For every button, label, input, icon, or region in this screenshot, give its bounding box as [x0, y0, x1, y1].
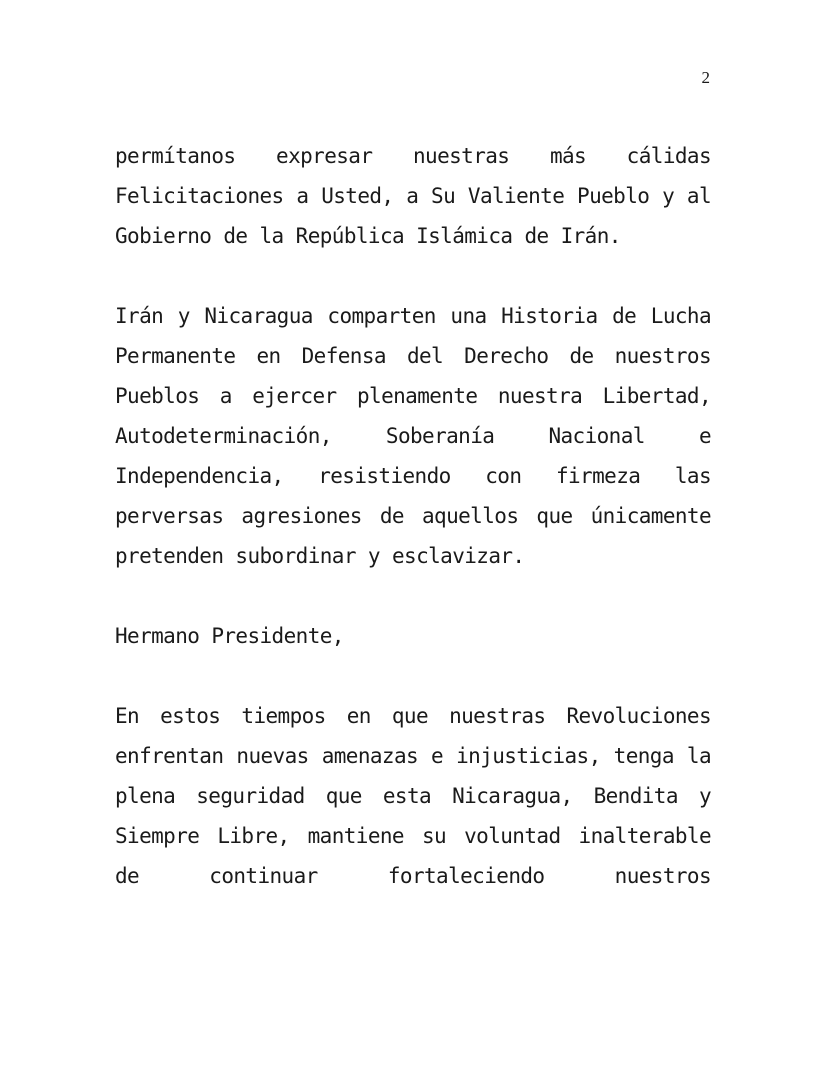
- salutation: Hermano Presidente,: [115, 624, 344, 648]
- letter-body: [115, 136, 711, 936]
- paragraph-shared-history: Irán y Nicaragua comparten una Historia de Lucha Permanente en Defensa del Derecho de nuestros Pueblos a ejercer plenamente nuestra Libertad, Autodeterminación, Soberanía Nacional e Independencia, resistiendo con firmeza las perversas agresiones de aquellos que únicamente pretenden subordinar y esclavizar.: [115, 304, 711, 568]
- paragraph-revolutions: En estos tiempos en que nuestras Revoluciones enfrentan nuevas amenazas e injusticias, tenga la plena seguridad que esta Nicaragua, Bendita y Siempre Libre, mantiene su voluntad inalterable de continuar fortaleciendo nuestros: [115, 704, 711, 888]
- paragraph-congratulations: permítanos expresar nuestras más cálidas Felicitaciones a Usted, a Su Valiente Pueblo y al Gobierno de la República Islámica de Irán.: [115, 144, 711, 248]
- page-number: 2: [701, 68, 710, 87]
